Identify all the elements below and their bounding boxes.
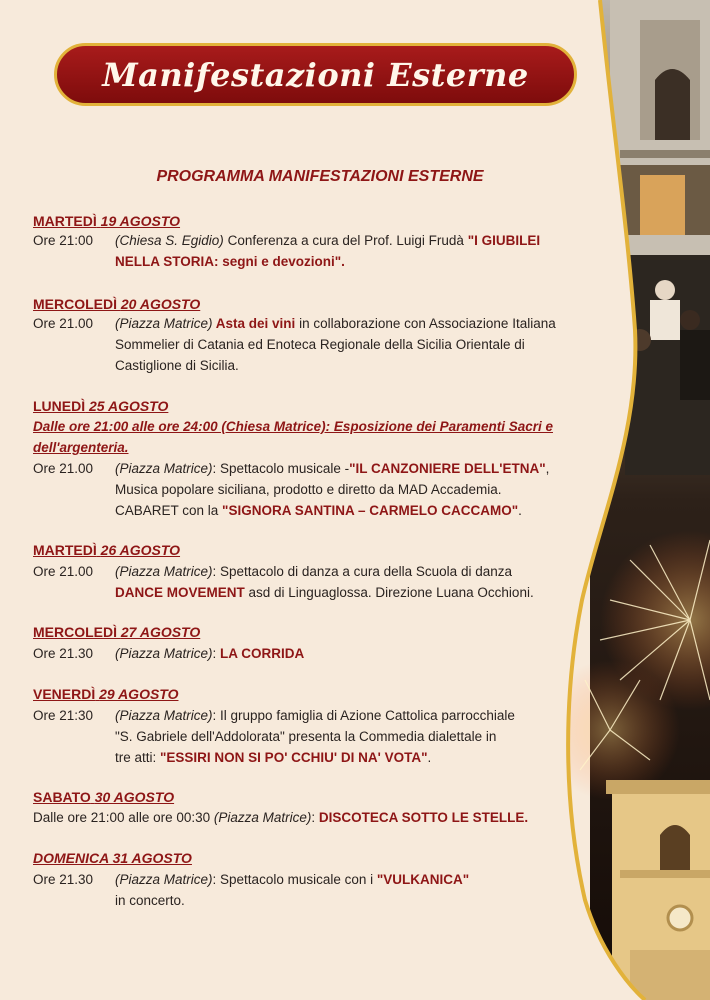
event-description: (Chiesa S. Egidio) Conferenza a cura del Prof. Luigi Frudà "I GIUBILEI: [115, 233, 541, 248]
event-description-cont: "S. Gabriele dell'Addolorata" presenta la Commedia dialettale in: [115, 729, 497, 744]
event-description-cont: DANCE MOVEMENT asd di Linguaglossa. Direzione Luana Occhioni.: [115, 585, 534, 600]
page-title: Manifestazioni Esterne: [102, 55, 529, 94]
event-day-header: MERCOLEDÌ 20 AGOSTO: [33, 296, 201, 312]
event-time: Ore 21:00: [33, 233, 94, 248]
event-description-cont: NELLA STORIA: segni e devozioni".: [115, 254, 345, 269]
event-day-header: LUNEDÌ 25 AGOSTO: [33, 398, 169, 414]
event-day-header: SABATO 30 AGOSTO: [33, 789, 175, 805]
event-description: (Piazza Matrice): Spettacolo di danza a cura della Scuola di danza: [115, 564, 512, 579]
event-description: (Piazza Matrice) Asta dei vini in collaborazione con Associazione Italiana: [115, 316, 556, 331]
event-time: Ore 21:30: [33, 708, 94, 723]
program-subtitle: PROGRAMMA MANIFESTAZIONI ESTERNE: [156, 168, 484, 185]
event-description: (Piazza Matrice): LA CORRIDA: [115, 646, 305, 661]
event-description-cont: Castiglione di Sicilia.: [115, 358, 239, 373]
event-time: Ore 21.30: [33, 646, 94, 661]
event-time: Ore 21.00: [33, 316, 94, 331]
event-time: Ore 21.00: [33, 461, 94, 476]
event-day-header: VENERDÌ 29 AGOSTO: [33, 686, 179, 702]
event-description-cont: Musica popolare siciliana, prodotto e diretto da MAD Accademia.: [115, 482, 502, 497]
event-day-header: MARTEDÌ 19 AGOSTO: [33, 213, 181, 229]
event-time: Ore 21.30: [33, 872, 94, 887]
event-description: (Piazza Matrice): Il gruppo famiglia di Azione Cattolica parrocchiale: [115, 708, 515, 723]
event-description: (Piazza Matrice): Spettacolo musicale con i "VULKANICA": [115, 872, 470, 887]
event-description: Dalle ore 21:00 alle ore 00:30 (Piazza Matrice): DISCOTECA SOTTO LE STELLE.: [33, 810, 529, 825]
event-day-header: DOMENICA 31 AGOSTO: [33, 850, 192, 866]
event-description-cont: Sommelier di Catania ed Enoteca Regionale della Sicilia Orientale di: [115, 337, 525, 352]
event-special-note-cont: dell'argenteria.: [33, 440, 129, 455]
event-description: (Piazza Matrice): Spettacolo musicale -"IL CANZONIERE DELL'ETNA",: [115, 461, 550, 476]
title-banner: [54, 43, 577, 106]
event-description-cont: CABARET con la "SIGNORA SANTINA – CARMELO CACCAMO".: [115, 503, 522, 518]
event-description-cont: tre atti: "ESSIRI NON SI PO' CCHIU' DI NA' VOTA".: [115, 750, 432, 765]
event-day-header: MARTEDÌ 26 AGOSTO: [33, 542, 181, 558]
event-special-note: Dalle ore 21:00 alle ore 24:00 (Chiesa Matrice): Esposizione dei Paramenti Sacri e: [33, 419, 553, 434]
event-description-cont: in concerto.: [115, 893, 185, 908]
event-day-header: MERCOLEDÌ 27 AGOSTO: [33, 624, 201, 640]
event-time: Ore 21.00: [33, 564, 94, 579]
